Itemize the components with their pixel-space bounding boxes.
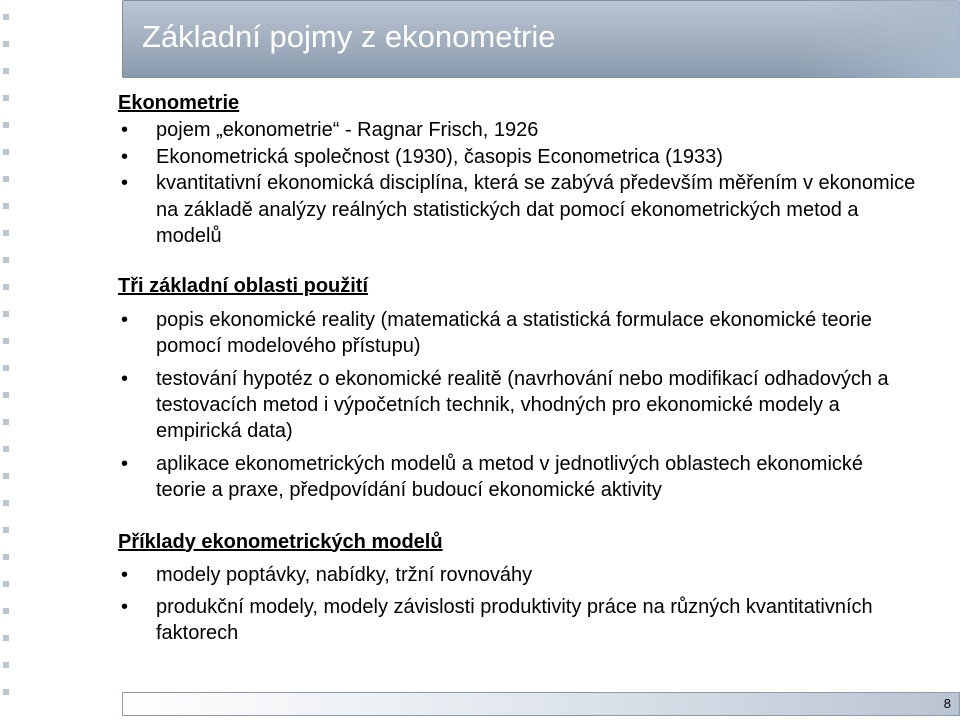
dot <box>3 311 9 317</box>
dot <box>3 689 9 695</box>
list-item <box>118 451 918 503</box>
list-item <box>118 144 918 171</box>
footer-bar <box>122 692 960 716</box>
dot <box>3 176 9 182</box>
list-item <box>118 562 918 588</box>
list-item-text: popis ekonomické reality (matematická a statistická formulace ekonomické teorie pomocí modelového přístupu) <box>156 308 872 357</box>
dot <box>3 68 9 74</box>
section-heading: Tři základní oblasti použití <box>118 274 369 297</box>
dot <box>3 581 9 587</box>
bullet-icon: • <box>121 172 129 194</box>
list-item <box>118 594 918 646</box>
list-item <box>118 170 918 250</box>
dot <box>3 95 9 101</box>
list-item-text: kvantitativní ekonomická disciplína, která se zabývá především měřením v ekonomice na základě analýzy reálných statistických dat pomocí ekonometrických metod a modelů <box>156 172 916 247</box>
bullet-icon: • <box>121 563 129 586</box>
dot <box>3 149 9 155</box>
list-item <box>118 366 918 444</box>
dot <box>3 446 9 452</box>
dot <box>3 41 9 47</box>
dot <box>3 500 9 506</box>
dot <box>3 473 9 479</box>
dot <box>3 203 9 209</box>
page-number: 8 <box>943 696 951 711</box>
list-item <box>118 117 918 144</box>
dot <box>3 662 9 668</box>
bullet-icon: • <box>121 367 129 390</box>
dot <box>3 257 9 263</box>
section-model-examples <box>118 529 918 646</box>
decorative-dot-column <box>0 0 14 720</box>
slide-content <box>118 90 918 646</box>
list-item-text: pojem „ekonometrie“ - Ragnar Frisch, 1926 <box>156 119 539 141</box>
section-heading: Příklady ekonometrických modelů <box>118 530 443 553</box>
list-item-text: Ekonometrická společnost (1930), časopis Econometrica (1933) <box>156 145 723 168</box>
section-application-areas <box>118 273 918 503</box>
dot <box>3 392 9 398</box>
list-item <box>118 307 918 359</box>
dot <box>3 122 9 128</box>
bullet-icon: • <box>121 452 129 475</box>
bullet-icon: • <box>121 119 129 141</box>
section-econometrics <box>118 90 918 250</box>
dot <box>3 230 9 236</box>
bullet-list <box>118 117 918 250</box>
list-item-text: modely poptávky, nabídky, tržní rovnováhy <box>156 563 533 586</box>
bullet-icon: • <box>121 595 129 618</box>
bullet-list <box>118 307 918 503</box>
dot <box>3 365 9 371</box>
bullet-list <box>118 562 918 646</box>
list-item-text: produkční modely, modely závislosti produktivity práce na různých kvantitativních faktorech <box>156 595 873 644</box>
slide-title: Základní pojmy z ekonometrie <box>142 19 556 54</box>
dot <box>3 635 9 641</box>
dot <box>3 554 9 560</box>
section-heading: Ekonometrie <box>118 92 240 114</box>
bullet-icon: • <box>121 145 129 168</box>
list-item-text: aplikace ekonometrických modelů a metod v jednotlivých oblastech ekonomické teorie a praxe, předpovídání budoucí ekonomické aktivity <box>156 452 864 501</box>
dot <box>3 284 9 290</box>
dot <box>3 608 9 614</box>
dot <box>3 527 9 533</box>
dot <box>3 419 9 425</box>
dot <box>3 338 9 344</box>
dot <box>3 14 9 20</box>
bullet-icon: • <box>121 308 129 331</box>
title-bar <box>122 0 960 78</box>
list-item-text: testování hypotéz o ekonomické realitě (navrhování nebo modifikací odhadových a testovacích metod i výpočetních technik, vhodných pro ekonomické modely a empirická data) <box>156 367 889 442</box>
